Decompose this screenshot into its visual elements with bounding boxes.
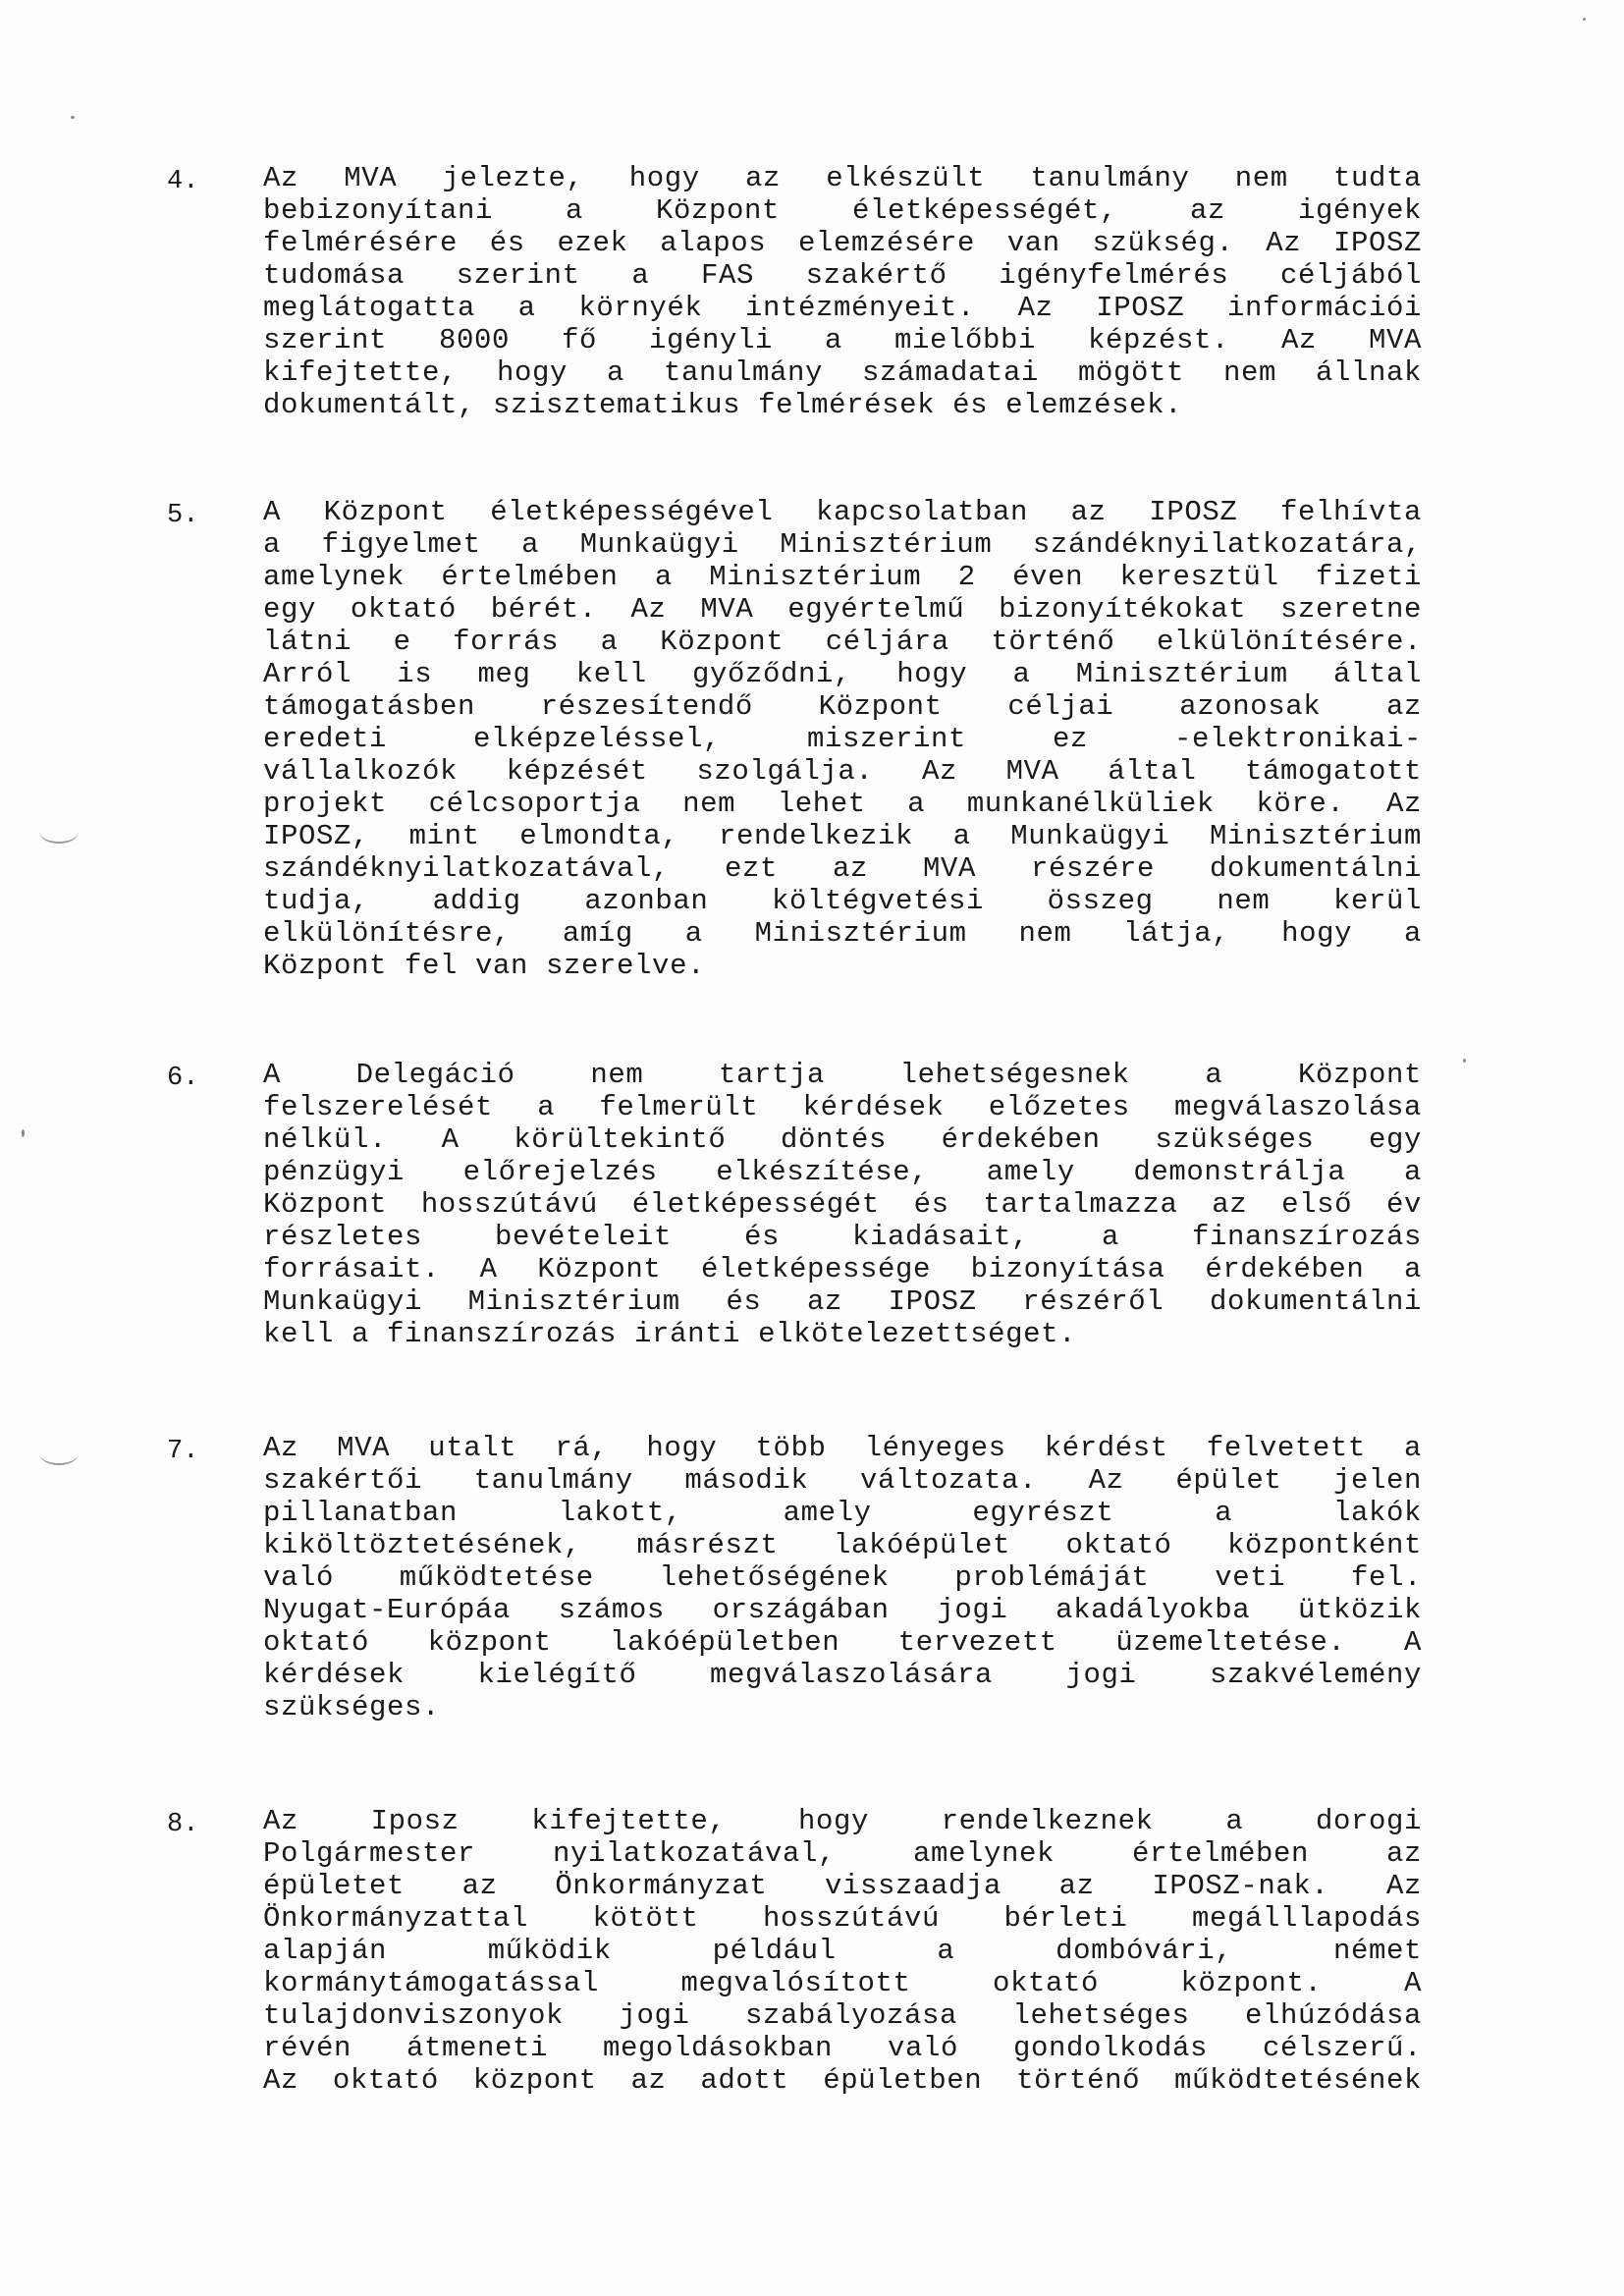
paragraph-text — [263, 1432, 1422, 1723]
paragraph-text — [263, 162, 1422, 421]
text-line: tudja, addig azonban költégvetési összeg nem kerül — [263, 885, 1422, 917]
text-line: Központ hosszútávú életképességét és tartalmazza az első év — [263, 1188, 1422, 1221]
text-line: szándéknyilatkozatával, ezt az MVA részére dokumentálni — [263, 852, 1422, 885]
punch-hole-mark — [39, 820, 79, 844]
paragraph-text — [263, 1059, 1422, 1350]
text-line: kérdések kielégítő megválaszolására jogi szakvélemény — [263, 1659, 1422, 1691]
text-line: szakértői tanulmány második változata. Az épület jelen — [263, 1464, 1422, 1497]
paragraph-number: 5. — [167, 501, 199, 530]
text-line: Az MVA jelezte, hogy az elkészült tanulmány nem tudta — [263, 162, 1422, 194]
text-line: támogatásben részesítendő Központ céljai azonosak az — [263, 690, 1422, 723]
text-line: pillanatban lakott, amely egyrészt a lakók — [263, 1497, 1422, 1529]
text-line: A Központ életképességével kapcsolatban az IPOSZ felhívta — [263, 496, 1422, 528]
text-line: nélkül. A körültekintő döntés érdekében szükséges egy — [263, 1123, 1422, 1156]
text-line: Arról is meg kell győződni, hogy a Minisztérium által — [263, 658, 1422, 690]
text-line: részletes bevételeit és kiadásait, a finanszírozás — [263, 1221, 1422, 1253]
text-line: Nyugat-Európáa számos országában jogi akadályokba ütközik — [263, 1594, 1422, 1626]
text-line: eredeti elképzeléssel, miszerint ez -elektronikai- — [263, 723, 1422, 755]
text-line: alapján működik például a dombóvári, német — [263, 1935, 1422, 1967]
punch-hole-mark — [39, 1442, 79, 1465]
text-line: tulajdonviszonyok jogi szabályozása lehetséges elhúzódása — [263, 1999, 1422, 2032]
text-line: tudomása szerint a FAS szakértő igényfelmérés céljából — [263, 259, 1422, 292]
text-line: vállalkozók képzését szolgálja. Az MVA által támogatott — [263, 755, 1422, 788]
text-line: meglátogatta a környék intézményeit. Az IPOSZ információi — [263, 292, 1422, 324]
text-line: Önkormányzattal kötött hosszútávú bérleti megálllapodás — [263, 1902, 1422, 1935]
scan-speck — [22, 1129, 25, 1137]
text-line: Az MVA utalt rá, hogy több lényeges kérdést felvetett a — [263, 1432, 1422, 1464]
text-line: projekt célcsoportja nem lehet a munkanélküliek köre. Az — [263, 788, 1422, 820]
text-line: dokumentált, szisztematikus felmérések és elemzések. — [263, 389, 1183, 421]
text-line: elkülönítésre, amíg a Minisztérium nem látja, hogy a — [263, 917, 1422, 950]
text-line: szerint 8000 fő igényli a mielőbbi képzést. Az MVA — [263, 324, 1422, 356]
text-line: kormánytámogatással megvalósított oktató központ. A — [263, 1967, 1422, 1999]
scan-speck — [71, 116, 75, 119]
text-line: Polgármester nyilatkozatával, amelynek értelmében az — [263, 1837, 1422, 1870]
scan-speck — [1583, 18, 1586, 21]
text-line: való működtetése lehetőségének problémáját veti fel. — [263, 1561, 1422, 1594]
text-line: A Delegáció nem tartja lehetségesnek a Központ — [263, 1059, 1422, 1091]
text-line: Munkaügyi Minisztérium és az IPOSZ részéről dokumentálni — [263, 1285, 1422, 1318]
text-line: egy oktató bérét. Az MVA egyértelmű bizonyítékokat szeretne — [263, 593, 1422, 626]
text-line: Az Iposz kifejtette, hogy rendelkeznek a dorogi — [263, 1805, 1422, 1837]
text-line: IPOSZ, mint elmondta, rendelkezik a Munkaügyi Minisztérium — [263, 820, 1422, 852]
text-line: a figyelmet a Munkaügyi Minisztérium szándéknyilatkozatára, — [263, 528, 1422, 561]
paragraph-number: 4. — [167, 167, 199, 196]
text-line: felmérésére és ezek alapos elemzésére van szükség. Az IPOSZ — [263, 227, 1422, 259]
text-line: épületet az Önkormányzat visszaadja az IPOSZ-nak. Az — [263, 1870, 1422, 1902]
text-line: kiköltöztetésének, másrészt lakóépület oktató központként — [263, 1529, 1422, 1561]
text-line: révén átmeneti megoldásokban való gondolkodás célszerű. — [263, 2032, 1422, 2064]
paragraph-number: 7. — [167, 1437, 199, 1466]
text-line: amelynek értelmében a Minisztérium 2 éven keresztül fizeti — [263, 561, 1422, 593]
text-line: pénzügyi előrejelzés elkészítése, amely demonstrálja a — [263, 1156, 1422, 1188]
paragraph-text — [263, 1805, 1422, 2097]
text-line: kell a finanszírozás iránti elkötelezettséget. — [263, 1318, 1077, 1350]
text-line: bebizonyítani a Központ életképességét, az igények — [263, 194, 1422, 227]
text-line: felszerelését a felmerült kérdések előzetes megválaszolása — [263, 1091, 1422, 1123]
text-line: oktató központ lakóépületben tervezett üzemeltetése. A — [263, 1626, 1422, 1659]
text-line: kifejtette, hogy a tanulmány számadatai mögött nem állnak — [263, 356, 1422, 389]
text-line: forrásait. A Központ életképessége bizonyítása érdekében a — [263, 1253, 1422, 1285]
text-line: látni e forrás a Központ céljára történő elkülönítésére. — [263, 626, 1422, 658]
scan-speck — [1463, 1059, 1466, 1063]
text-line: Központ fel van szerelve. — [263, 950, 706, 982]
paragraph-number: 8. — [167, 1810, 199, 1839]
text-line: szükséges. — [263, 1691, 441, 1723]
paragraph-number: 6. — [167, 1064, 199, 1093]
paragraph-text — [263, 496, 1422, 982]
text-line: Az oktató központ az adott épületben történő működtetésének — [263, 2064, 1422, 2097]
